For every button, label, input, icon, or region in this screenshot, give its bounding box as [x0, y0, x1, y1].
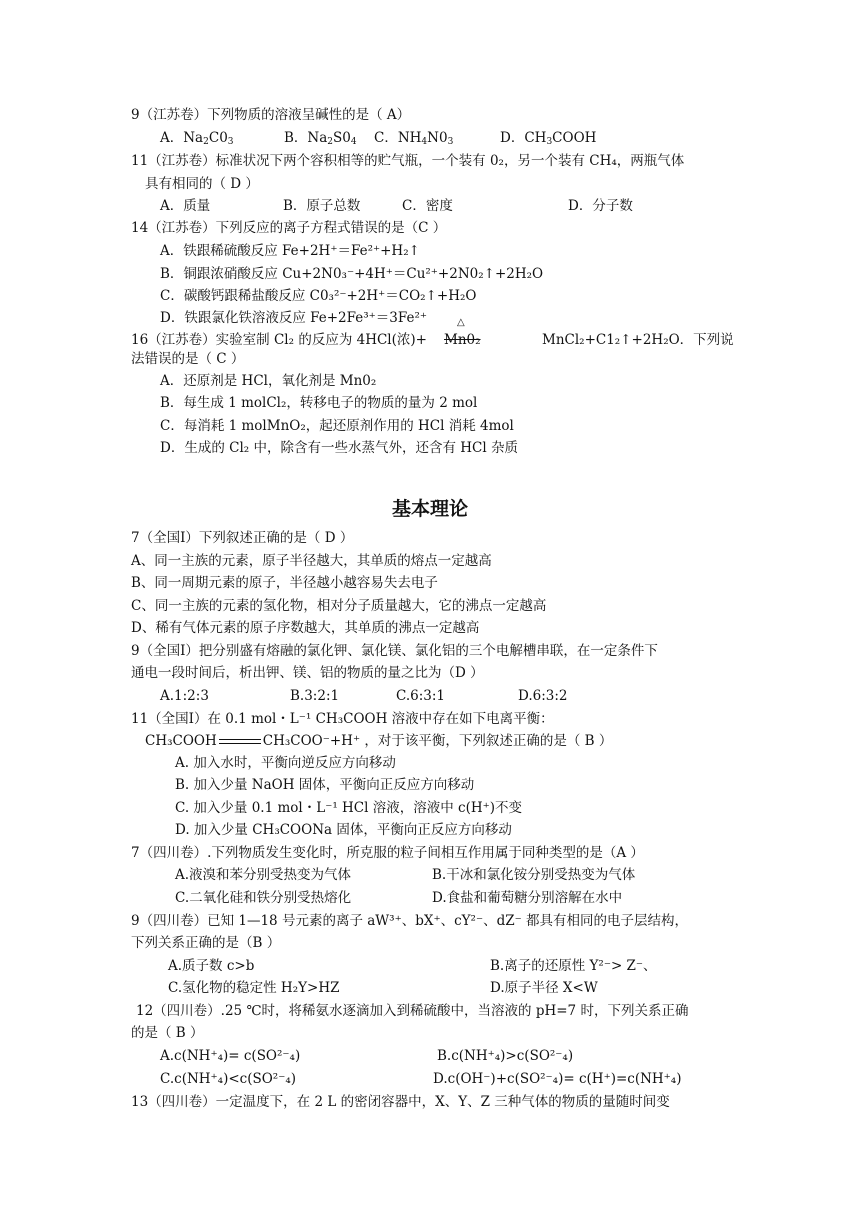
- question-9-sichuan: 9（四川卷）已知 1—18 号元素的离子 aW³⁺、bX⁺、cY²⁻、dZ⁻ 都具有相同的电子层结构，: [131, 913, 689, 929]
- option-a: A.c(NH⁺₄)= c(SO²⁻₄): [160, 1048, 301, 1064]
- option-d: D.6:3:2: [518, 688, 568, 704]
- question-14-option-c: C．碳酸钙跟稀盐酸反应 C0₃²⁻+2H⁺＝CO₂↑+H₂O: [160, 288, 477, 304]
- option-b: B.3:2:1: [290, 688, 340, 704]
- question-9-national: 9（全国Ⅰ）把分别盛有熔融的氯化钾、氯化镁、氯化铝的三个电解槽串联，在一定条件下: [131, 643, 658, 659]
- question-14-option-b: B．铜跟浓硝酸反应 Cu+2N0₃⁻+4H⁺＝Cu²⁺+2N0₂↑+2H₂O: [160, 266, 544, 282]
- question-14-jiangsu: 14（江苏卷）下列反应的离子方程式错误的是（C ）: [131, 220, 447, 236]
- option-a: A.1:2:3: [160, 688, 209, 704]
- option-d: D．$CH_3COOH$: [500, 130, 597, 147]
- option-d: D.c(OH⁻)+c(SO²⁻₄)= c(H⁺)=c(NH⁺₄): [433, 1071, 682, 1087]
- question-16-option-a: A．还原剂是 HCl，氧化剂是 Mn0₂: [160, 373, 377, 389]
- question-11-option-c: C. 加入少量 0.1 mol・L⁻¹ HCl 溶液，溶液中 c(H⁺)不变: [175, 800, 523, 816]
- reactant-mno2: Mn0₂: [444, 332, 481, 348]
- option-b: B.干冰和氯化铵分别受热变为气体: [432, 867, 636, 883]
- question-16-option-c: C．每消耗 1 molMnO₂，起还原剂作用的 HCl 消耗 4mol: [160, 418, 514, 434]
- option-b: B．$Na_2S0_4$: [284, 130, 357, 147]
- question-7-national: 7（全国Ⅰ）下列叙述正确的是（ D ）: [131, 530, 354, 546]
- question-11-national: 11（全国Ⅰ）在 0.1 mol・L⁻¹ CH₃COOH 溶液中存在如下电离平衡：: [131, 711, 554, 727]
- question-11-continued: 具有相同的（ D ）: [145, 176, 259, 192]
- option-c: C.c(NH⁺₄)<c(SO²⁻₄): [160, 1071, 297, 1087]
- question-11-option-b: B. 加入少量 NaOH 固体，平衡向正反应方向移动: [175, 777, 475, 793]
- reversible-arrow-icon: [219, 736, 261, 748]
- question-9-jiangsu: 9（江苏卷）下列物质的溶液呈碱性的是（ A）: [131, 107, 411, 123]
- question-16-option-d: D．生成的 Cl₂ 中，除含有一些水蒸气外，还含有 HCl 杂质: [160, 440, 518, 456]
- option-d: D.食盐和葡萄糖分别溶解在水中: [432, 890, 623, 906]
- option-b: B.c(NH⁺₄)>c(SO²⁻₄): [437, 1048, 574, 1064]
- option-d: D.原子半径 X<W: [490, 980, 598, 996]
- heat-symbol: △: [457, 317, 465, 328]
- question-12-sichuan: 12（四川卷）.25 ℃时，将稀氨水逐滴加入到稀硫酸中，当溶液的 pH=7 时，下列关系正确: [136, 1003, 689, 1019]
- option-a: A．$Na_2C0_3$: [160, 130, 234, 147]
- option-c: C．$NH_4N0_3$: [374, 130, 454, 147]
- option-c: C.二氧化硅和铁分别受热熔化: [175, 890, 352, 906]
- question-16-continued: 法错误的是（ C ）: [131, 351, 245, 367]
- question-7-option-c: C、同一主族的元素的氢化物，相对分子质量越大，它的沸点一定越高: [131, 598, 547, 614]
- question-14-option-d: D．铁跟氯化铁溶液反应 Fe+2Fe³⁺＝3Fe²⁺: [160, 310, 428, 326]
- option-d: D．分子数: [568, 198, 633, 214]
- section-heading: 基本理论: [391, 498, 468, 520]
- question-7-option-b: B、同一周期元素的原子，半径越小越容易失去电子: [131, 575, 438, 591]
- question-13-sichuan: 13（四川卷）一定温度下，在 2 L 的密闭容器中，X、Y、Z 三种气体的物质的量随时间变: [131, 1094, 670, 1110]
- option-c: C.氢化物的稳定性 H₂Y>HZ: [168, 980, 340, 996]
- question-7-sichuan: 7（四川卷）.下列物质发生变化时，所克服的粒子间相互作用属于同种类型的是（A ）: [131, 845, 644, 861]
- option-c: C．密度: [402, 198, 453, 214]
- question-7-option-a: A、同一主族的元素，原子半径越大，其单质的熔点一定越高: [131, 553, 492, 569]
- question-9-sichuan-continued: 下列关系正确的是（B ）: [131, 935, 281, 951]
- question-12-sichuan-continued: 的是（ B ）: [131, 1025, 204, 1041]
- question-11-option-d: D. 加入少量 CH₃COONa 固体，平衡向正反应方向移动: [175, 822, 512, 838]
- question-16-text: 16（江苏卷）实验室制 Cl₂ 的反应为 4HCl(浓)+: [131, 332, 427, 348]
- option-b: B.离子的还原性 Y²⁻> Z⁻、: [490, 958, 657, 974]
- option-a: A.质子数 c>b: [168, 958, 255, 974]
- question-16-products: MnCl₂+C1₂↑+2H₂O．下列说: [542, 332, 734, 348]
- option-c: C.6:3:1: [396, 688, 446, 704]
- question-14-option-a: A．铁跟稀硫酸反应 Fe+2H⁺＝Fe²⁺+H₂↑: [160, 243, 420, 259]
- option-a: A.液溴和苯分别受热变为气体: [175, 867, 352, 883]
- option-a: A．质量: [160, 198, 211, 214]
- question-11-option-a: A. 加入水时，平衡向逆反应方向移动: [175, 755, 396, 771]
- option-b: B．原子总数: [283, 198, 361, 214]
- question-7-option-d: D、稀有气体元素的原子序数越大，其单质的沸点一定越高: [131, 620, 480, 636]
- question-16-option-b: B．每生成 1 molCl₂，转移电子的物质的量为 2 mol: [160, 395, 478, 411]
- question-11-jiangsu: 11（江苏卷）标准状况下两个容积相等的贮气瓶，一个装有 0₂，另一个装有 CH₄，两瓶气体: [131, 153, 685, 169]
- question-9-national-continued: 通电一段时间后，析出钾、镁、铝的物质的量之比为（D ）: [131, 665, 484, 681]
- ionization-equilibrium: CH₃COOH CH₃COO⁻+H⁺ ，对于该平衡，下列叙述正确的是（ B ）: [145, 733, 613, 749]
